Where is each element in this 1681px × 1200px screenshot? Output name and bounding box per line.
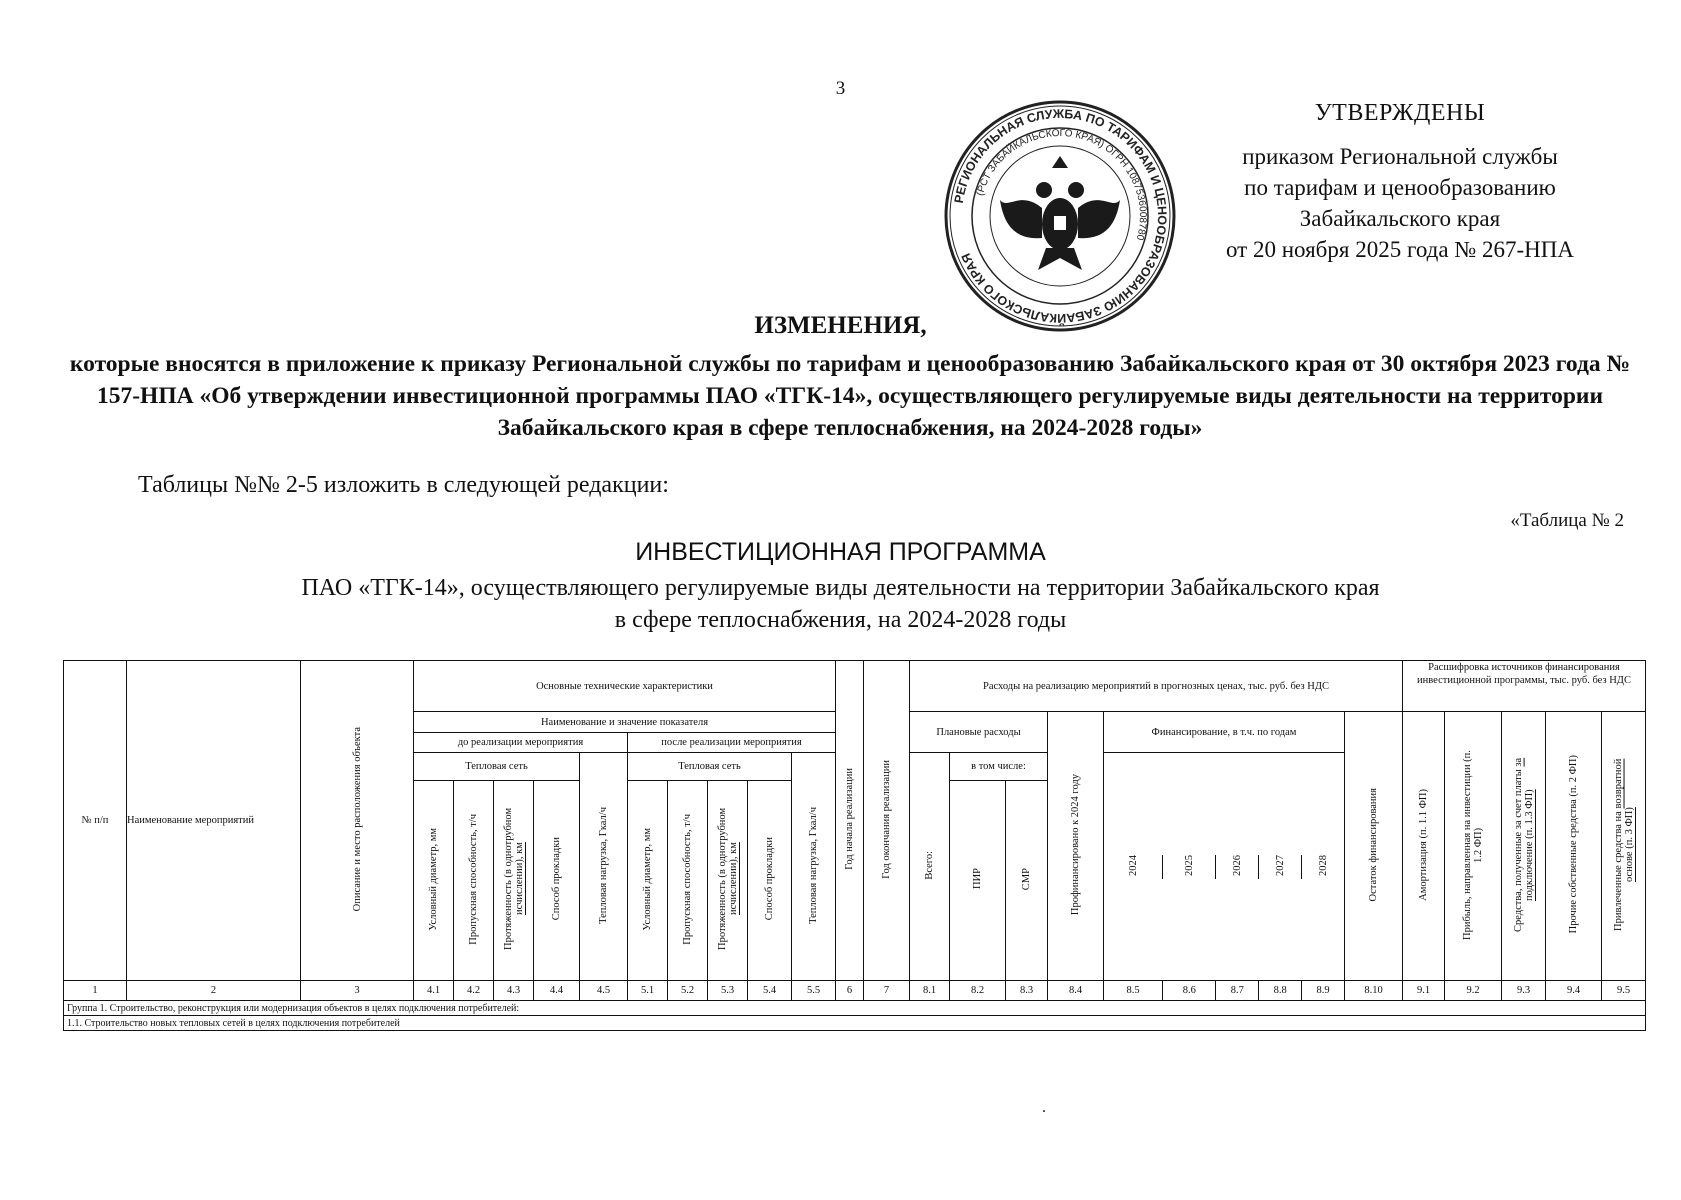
col-header-amortization: Амортизация (п. 1.1 ФП): [1403, 712, 1445, 981]
program-title: ИНВЕСТИЦИОННАЯ ПРОГРАММА: [635, 538, 1046, 566]
header-financing-years: Финансирование, в т.ч. по годам: [1104, 712, 1345, 753]
col-header-desc: Описание и место расположения объекта: [301, 661, 414, 981]
header-indicator: Наименование и значение показателя: [414, 712, 836, 733]
changes-body: которые вносятся в приложение к приказу Региональной службы по тарифам и ценообразованию Забайкальского края от 30 октября 2023 года № 157-НПА «Об утверждении инвестиционной программы ПАО «ТГК-14», осуществляющего регулируемые виды деятельности на территории Забайкальского края в сфере теплоснабжения, на 2024-2028 годы»: [69, 351, 1631, 441]
column-number-cell: 4.1: [414, 981, 454, 1001]
seal-outer-text: РЕГИОНАЛЬНАЯ СЛУЖБА ПО ТАРИФАМ И ЦЕНООБРАЗОВАНИЮ ЗАБАЙКАЛЬСКОГО КРАЯ: [951, 106, 1170, 326]
program-subtitle: [80, 572, 1601, 636]
col-header-profit: Прибыль, направленная на инвестиции (п. 1.2 ФП): [1445, 712, 1502, 981]
column-number-cell: 4.5: [580, 981, 628, 1001]
column-number-cell: 1: [64, 981, 127, 1001]
header-after: после реализации мероприятия: [628, 733, 836, 753]
official-seal: [942, 98, 1178, 334]
column-number-cell: 5.2: [668, 981, 708, 1001]
column-number-cell: 5.4: [748, 981, 792, 1001]
column-number-cell: 5.1: [628, 981, 668, 1001]
year-columns: [1104, 753, 1345, 981]
page-number: 3: [835, 78, 846, 99]
approval-line: по тарифам и ценообразованию: [1244, 175, 1556, 200]
col-header-name: Наименование мероприятий: [127, 661, 301, 981]
col-header-capacity-before: Пропускная способность, т/ч: [454, 781, 494, 981]
column-number-cell: 8.6: [1163, 981, 1216, 1001]
col-header-load-after: Тепловая нагрузка, Гкал/ч: [792, 753, 836, 981]
col-header-load-before: Тепловая нагрузка, Гкал/ч: [580, 753, 628, 981]
stray-mark: .: [1042, 1099, 1046, 1116]
column-number-cell: 4.3: [494, 981, 534, 1001]
column-number-cell: 8.5: [1104, 981, 1163, 1001]
col-header-year: 2027: [1259, 855, 1302, 879]
col-header-start-year: Год начала реализации: [836, 661, 864, 981]
col-header-diameter-after: Условный диаметр, мм: [628, 781, 668, 981]
col-header-prefinanced: Профинансировано к 2024 году: [1048, 712, 1104, 981]
column-number-cell: 4.2: [454, 981, 494, 1001]
group-1-row: Группа 1. Строительство, реконструкция или модернизация объектов в целях подключения потребителей:: [64, 1001, 1646, 1016]
approval-line: Забайкальского края: [1299, 206, 1501, 231]
column-number-cell: 9.4: [1546, 981, 1602, 1001]
col-header-other-own: Прочие собственные средства (п. 2 ФП): [1546, 712, 1602, 981]
column-number-cell: 3: [301, 981, 414, 1001]
col-header-capacity-after: Пропускная способность, т/ч: [668, 781, 708, 981]
program-subtitle-line-1: ПАО «ТГК-14», осуществляющего регулируемые виды деятельности на территории Забайкальского края: [301, 575, 1380, 601]
column-number-cell: 8.10: [1345, 981, 1403, 1001]
column-number-cell: 8.9: [1302, 981, 1345, 1001]
column-number-cell: 8.7: [1216, 981, 1259, 1001]
col-header-diameter-before: Условный диаметр, мм: [414, 781, 454, 981]
col-header-num: № п/п: [64, 661, 127, 981]
header-sources: Расшифровка источников финансирования инвестиционной программы, тыс. руб. без НДС: [1403, 661, 1646, 712]
investment-program-table: [63, 660, 1646, 1031]
column-number-cell: 4.4: [534, 981, 580, 1001]
table-number: «Таблица № 2: [1510, 510, 1624, 531]
approval-block: [1150, 100, 1650, 265]
instruction-text: Таблицы №№ 2-5 изложить в следующей редакции:: [138, 472, 669, 498]
column-number-cell: 8.2: [950, 981, 1006, 1001]
column-number-cell: 8.1: [910, 981, 950, 1001]
header-planned-costs: Плановые расходы: [910, 712, 1048, 753]
column-number-cell: 8.8: [1259, 981, 1302, 1001]
col-header-total: Всего:: [910, 753, 950, 981]
column-number-cell: 2: [127, 981, 301, 1001]
col-header-remaining: Остаток финансирования: [1345, 712, 1403, 981]
col-header-end-year: Год окончания реализации: [864, 661, 910, 981]
col-header-year: 2028: [1317, 854, 1329, 876]
column-number-cell: 8.3: [1006, 981, 1048, 1001]
column-number-cell: 9.2: [1445, 981, 1502, 1001]
col-header-laying-before: Способ прокладки: [534, 781, 580, 981]
approval-line: от 20 ноября 2025 года № 267-НПА: [1225, 237, 1575, 262]
col-header-connection-fee: Средства, полученные за счет платы за подключение (п. 1.3 ФП): [1502, 712, 1546, 981]
header-costs: Расходы на реализацию мероприятий в прогнозных ценах, тыс. руб. без НДС: [910, 661, 1403, 712]
column-number-cell: 8.4: [1048, 981, 1104, 1001]
seal-inner-text: (РСТ ЗАБАЙКАЛЬСКОГО КРАЯ) ОГРН 1087536008780: [974, 127, 1149, 242]
group-1-1-row: 1.1. Строительство новых тепловых сетей в целях подключения потребителей: [64, 1016, 1646, 1031]
col-header-length-before: Протяженность (в однотрубном исчислении), км: [494, 781, 534, 981]
changes-title: ИЗМЕНЕНИЯ,: [754, 312, 927, 339]
header-before: до реализации мероприятия: [414, 733, 628, 753]
column-number-cell: 5.3: [708, 981, 748, 1001]
header-tech-characteristics: Основные технические характеристики: [414, 661, 836, 712]
col-header-length-after: Протяженность (в однотрубном исчислении), км: [708, 781, 748, 981]
double-headed-eagle-icon: [1000, 156, 1120, 270]
col-header-year: 2026: [1216, 855, 1259, 879]
column-number-cell: 5.5: [792, 981, 836, 1001]
col-header-year: 2025: [1163, 855, 1216, 879]
col-header-year: 2024: [1104, 855, 1163, 879]
approval-title: УТВЕРЖДЕНЫ: [1314, 100, 1486, 126]
column-number-cell: 9.3: [1502, 981, 1546, 1001]
column-number-row: [64, 981, 1646, 1001]
col-header-pir: ПИР: [950, 781, 1006, 981]
header-heat-network-after: Тепловая сеть: [628, 753, 792, 781]
header-heat-network-before: Тепловая сеть: [414, 753, 580, 781]
program-subtitle-line-2: в сфере теплоснабжения, на 2024-2028 годы: [614, 607, 1067, 633]
header-including: в том числе:: [950, 753, 1048, 781]
column-number-cell: 6: [836, 981, 864, 1001]
column-number-cell: 9.5: [1602, 981, 1646, 1001]
col-header-smr: СМР: [1006, 781, 1048, 981]
column-number-cell: 7: [864, 981, 910, 1001]
column-number-cell: 9.1: [1403, 981, 1445, 1001]
approval-line: приказом Региональной службы: [1242, 144, 1558, 169]
col-header-borrowed: Привлеченные средства на возвратной основе (п. 3 ФП): [1602, 712, 1646, 981]
col-header-laying-after: Способ прокладки: [748, 781, 792, 981]
